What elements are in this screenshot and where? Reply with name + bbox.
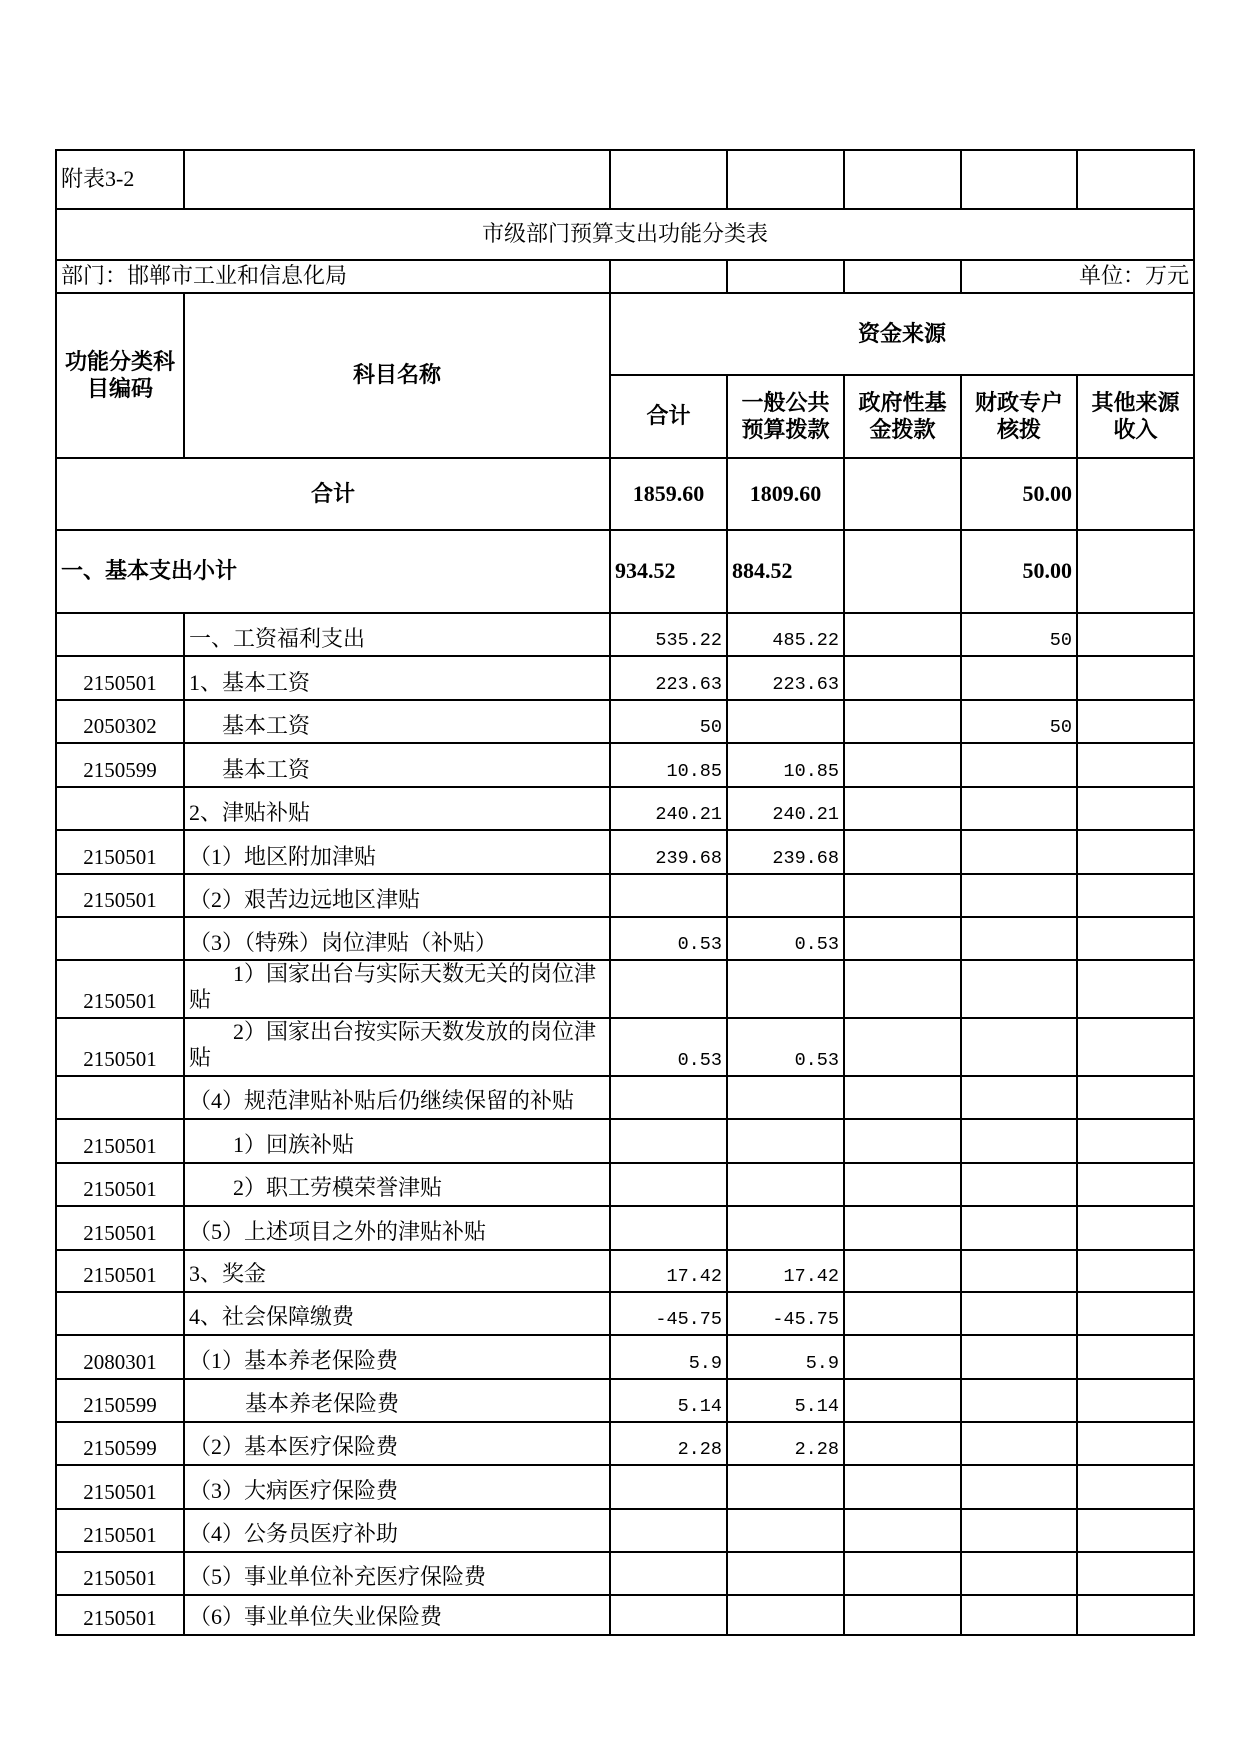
row-value-fiscal-account: 50 xyxy=(961,613,1077,656)
total-row-value-other-income xyxy=(1077,458,1194,530)
row-value-gov-fund xyxy=(844,1076,961,1119)
row-value-total: 0.53 xyxy=(610,1018,727,1076)
row-value-total: 2.28 xyxy=(610,1422,727,1465)
row-value-general-budget: 5.9 xyxy=(727,1335,844,1379)
unit-label: 单位：万元 xyxy=(961,260,1194,293)
row-value-other-income xyxy=(1077,613,1194,656)
table-row xyxy=(56,613,1194,656)
row-value-gov-fund xyxy=(844,1163,961,1206)
row-code xyxy=(56,917,184,960)
row-name: 1）国家出台与实际天数无关的岗位津贴 xyxy=(184,960,610,1018)
table-row xyxy=(56,830,1194,874)
row-value-fiscal-account xyxy=(961,1206,1077,1250)
row-value-general-budget xyxy=(727,1206,844,1250)
table-row xyxy=(56,1163,1194,1206)
row-value-gov-fund xyxy=(844,787,961,830)
row-value-other-income xyxy=(1077,656,1194,700)
row-value-gov-fund xyxy=(844,1335,961,1379)
row-value-fiscal-account xyxy=(961,1552,1077,1595)
row-value-other-income xyxy=(1077,1250,1194,1292)
row-value-other-income xyxy=(1077,1076,1194,1119)
row-value-other-income xyxy=(1077,1119,1194,1163)
row-value-fiscal-account xyxy=(961,1250,1077,1292)
row-name: 3、奖金 xyxy=(184,1250,610,1292)
attachment-label: 附表3-2 xyxy=(56,150,184,209)
row-value-gov-fund xyxy=(844,1292,961,1335)
row-value-total xyxy=(610,1465,727,1509)
row-name: 基本工资 xyxy=(184,743,610,787)
empty-cell xyxy=(844,260,961,293)
row-value-total xyxy=(610,960,727,1018)
row-value-fiscal-account xyxy=(961,1509,1077,1552)
row-value-fiscal-account xyxy=(961,830,1077,874)
row-code: 2150599 xyxy=(56,743,184,787)
row-value-general-budget: 2.28 xyxy=(727,1422,844,1465)
row-value-total: 17.42 xyxy=(610,1250,727,1292)
row-value-general-budget xyxy=(727,1163,844,1206)
header-col-other-income: 其他来源收入 xyxy=(1077,375,1194,458)
row-value-fiscal-account xyxy=(961,1595,1077,1635)
row-code: 2150501 xyxy=(56,1250,184,1292)
row-value-general-budget xyxy=(727,874,844,917)
table-row xyxy=(56,700,1194,743)
row-name: 2）职工劳模荣誉津贴 xyxy=(184,1163,610,1206)
row-value-other-income xyxy=(1077,1595,1194,1635)
row-code: 2150501 xyxy=(56,1206,184,1250)
row-value-total: 535.22 xyxy=(610,613,727,656)
subtotal-row-value-gov-fund xyxy=(844,530,961,613)
row-value-other-income xyxy=(1077,1163,1194,1206)
row-value-fiscal-account xyxy=(961,1292,1077,1335)
table-row xyxy=(56,1465,1194,1509)
row-value-general-budget: 10.85 xyxy=(727,743,844,787)
title-row xyxy=(56,209,1194,260)
row-value-total xyxy=(610,1509,727,1552)
table-row xyxy=(56,1552,1194,1595)
row-name: 1）回族补贴 xyxy=(184,1119,610,1163)
row-value-general-budget: 223.63 xyxy=(727,656,844,700)
table-row xyxy=(56,1335,1194,1379)
row-name: 一、工资福利支出 xyxy=(184,613,610,656)
row-value-total xyxy=(610,1206,727,1250)
row-value-gov-fund xyxy=(844,1119,961,1163)
table-row xyxy=(56,1422,1194,1465)
row-value-other-income xyxy=(1077,1335,1194,1379)
row-code: 2150599 xyxy=(56,1379,184,1422)
row-value-gov-fund xyxy=(844,1206,961,1250)
empty-cell xyxy=(610,150,727,209)
subtotal-row-value-fiscal-account: 50.00 xyxy=(961,530,1077,613)
total-row-value-fiscal-account: 50.00 xyxy=(961,458,1077,530)
row-code: 2150501 xyxy=(56,1595,184,1635)
table-row xyxy=(56,1595,1194,1635)
subtotal-row-value-general-budget: 884.52 xyxy=(727,530,844,613)
row-value-total xyxy=(610,1595,727,1635)
row-value-other-income xyxy=(1077,1422,1194,1465)
row-value-other-income xyxy=(1077,1018,1194,1076)
row-value-total: 10.85 xyxy=(610,743,727,787)
row-name: （5）事业单位补充医疗保险费 xyxy=(184,1552,610,1595)
header-row-1 xyxy=(56,293,1194,375)
row-code xyxy=(56,1076,184,1119)
row-value-general-budget xyxy=(727,700,844,743)
row-value-total xyxy=(610,1552,727,1595)
empty-cell xyxy=(610,260,727,293)
row-code: 2150501 xyxy=(56,830,184,874)
row-value-other-income xyxy=(1077,830,1194,874)
row-value-general-budget: 240.21 xyxy=(727,787,844,830)
row-value-gov-fund xyxy=(844,1595,961,1635)
empty-cell xyxy=(961,150,1077,209)
row-value-general-budget: 17.42 xyxy=(727,1250,844,1292)
budget-expenditure-table xyxy=(55,149,1195,1636)
row-name: 4、社会保障缴费 xyxy=(184,1292,610,1335)
row-value-general-budget: 0.53 xyxy=(727,917,844,960)
row-value-total: 239.68 xyxy=(610,830,727,874)
row-name: 2）国家出台按实际天数发放的岗位津贴 xyxy=(184,1018,610,1076)
row-value-other-income xyxy=(1077,787,1194,830)
header-col-gov-fund: 政府性基金拨款 xyxy=(844,375,961,458)
header-col-total: 合计 xyxy=(610,375,727,458)
row-value-total: 0.53 xyxy=(610,917,727,960)
table-row xyxy=(56,1250,1194,1292)
row-name: （4）公务员医疗补助 xyxy=(184,1509,610,1552)
row-name: （1）地区附加津贴 xyxy=(184,830,610,874)
row-name: 基本工资 xyxy=(184,700,610,743)
table-row xyxy=(56,1076,1194,1119)
row-name: （6）事业单位失业保险费 xyxy=(184,1595,610,1635)
row-value-other-income xyxy=(1077,1552,1194,1595)
row-code: 2150501 xyxy=(56,1509,184,1552)
row-value-fiscal-account xyxy=(961,1119,1077,1163)
total-row-value-total: 1859.60 xyxy=(610,458,727,530)
row-value-fiscal-account xyxy=(961,1422,1077,1465)
table-row xyxy=(56,1379,1194,1422)
row-value-fiscal-account xyxy=(961,1163,1077,1206)
row-value-general-budget: 5.14 xyxy=(727,1379,844,1422)
row-value-gov-fund xyxy=(844,1379,961,1422)
table-row xyxy=(56,743,1194,787)
row-value-fiscal-account xyxy=(961,1335,1077,1379)
row-value-gov-fund xyxy=(844,1422,961,1465)
empty-cell xyxy=(844,150,961,209)
detail-rows xyxy=(56,613,1194,1635)
row-value-gov-fund xyxy=(844,917,961,960)
row-value-fiscal-account xyxy=(961,1465,1077,1509)
row-value-gov-fund xyxy=(844,743,961,787)
row-value-fiscal-account xyxy=(961,743,1077,787)
row-value-gov-fund xyxy=(844,1552,961,1595)
row-code: 2150501 xyxy=(56,874,184,917)
table-row xyxy=(56,1206,1194,1250)
row-value-other-income xyxy=(1077,960,1194,1018)
row-value-fiscal-account xyxy=(961,1379,1077,1422)
row-value-total: 5.9 xyxy=(610,1335,727,1379)
row-value-gov-fund xyxy=(844,1465,961,1509)
row-code xyxy=(56,1292,184,1335)
department-label: 部门：邯郸市工业和信息化局 xyxy=(56,260,610,293)
table-row xyxy=(56,917,1194,960)
row-value-other-income xyxy=(1077,743,1194,787)
total-row-label: 合计 xyxy=(56,458,610,530)
subtotal-row xyxy=(56,530,1194,613)
row-value-gov-fund xyxy=(844,1509,961,1552)
row-value-general-budget xyxy=(727,1552,844,1595)
row-name: （1）基本养老保险费 xyxy=(184,1335,610,1379)
row-value-fiscal-account xyxy=(961,656,1077,700)
row-value-general-budget xyxy=(727,1509,844,1552)
subtotal-row-value-total: 934.52 xyxy=(610,530,727,613)
empty-cell xyxy=(727,260,844,293)
total-row-value-general-budget: 1809.60 xyxy=(727,458,844,530)
row-code: 2150501 xyxy=(56,1018,184,1076)
row-code xyxy=(56,613,184,656)
header-fund-source: 资金来源 xyxy=(610,293,1194,375)
row-value-gov-fund xyxy=(844,1018,961,1076)
row-code xyxy=(56,787,184,830)
row-value-other-income xyxy=(1077,700,1194,743)
row-name: （4）规范津贴补贴后仍继续保留的补贴 xyxy=(184,1076,610,1119)
row-value-total: -45.75 xyxy=(610,1292,727,1335)
row-value-general-budget: 0.53 xyxy=(727,1018,844,1076)
row-name: （2）基本医疗保险费 xyxy=(184,1422,610,1465)
row-value-other-income xyxy=(1077,1465,1194,1509)
table-row xyxy=(56,1018,1194,1076)
table-row xyxy=(56,1509,1194,1552)
row-value-fiscal-account xyxy=(961,1018,1077,1076)
row-code: 2150501 xyxy=(56,1163,184,1206)
header-name: 科目名称 xyxy=(184,293,610,458)
table-row xyxy=(56,1119,1194,1163)
row-value-total xyxy=(610,1163,727,1206)
row-value-general-budget xyxy=(727,1595,844,1635)
total-row xyxy=(56,458,1194,530)
row-value-gov-fund xyxy=(844,1250,961,1292)
row-name: （5）上述项目之外的津贴补贴 xyxy=(184,1206,610,1250)
table-row xyxy=(56,1292,1194,1335)
subtotal-row-label: 一、基本支出小计 xyxy=(56,530,610,613)
table-row xyxy=(56,787,1194,830)
row-name: （3）大病医疗保险费 xyxy=(184,1465,610,1509)
row-value-other-income xyxy=(1077,874,1194,917)
row-value-other-income xyxy=(1077,917,1194,960)
row-value-gov-fund xyxy=(844,874,961,917)
table-row xyxy=(56,960,1194,1018)
row-code: 2080301 xyxy=(56,1335,184,1379)
row-code: 2050302 xyxy=(56,700,184,743)
row-value-fiscal-account xyxy=(961,787,1077,830)
subtotal-row-value-other-income xyxy=(1077,530,1194,613)
row-value-general-budget: 239.68 xyxy=(727,830,844,874)
row-code: 2150501 xyxy=(56,1119,184,1163)
total-row-value-gov-fund xyxy=(844,458,961,530)
row-value-fiscal-account xyxy=(961,874,1077,917)
row-value-other-income xyxy=(1077,1206,1194,1250)
table-row xyxy=(56,874,1194,917)
row-value-general-budget xyxy=(727,1465,844,1509)
row-name: 1、基本工资 xyxy=(184,656,610,700)
department-row xyxy=(56,260,1194,293)
row-value-general-budget xyxy=(727,1076,844,1119)
header-col-general-budget: 一般公共预算拨款 xyxy=(727,375,844,458)
row-name: 2、津贴补贴 xyxy=(184,787,610,830)
row-value-total: 50 xyxy=(610,700,727,743)
row-value-other-income xyxy=(1077,1509,1194,1552)
row-value-total xyxy=(610,874,727,917)
empty-cell xyxy=(1077,150,1194,209)
row-value-total: 5.14 xyxy=(610,1379,727,1422)
row-name: （2）艰苦边远地区津贴 xyxy=(184,874,610,917)
row-code: 2150501 xyxy=(56,656,184,700)
empty-cell xyxy=(727,150,844,209)
row-value-total: 223.63 xyxy=(610,656,727,700)
row-value-gov-fund xyxy=(844,960,961,1018)
row-value-total xyxy=(610,1076,727,1119)
row-name: 基本养老保险费 xyxy=(184,1379,610,1422)
row-name: （3）（特殊）岗位津贴（补贴） xyxy=(184,917,610,960)
row-value-total: 240.21 xyxy=(610,787,727,830)
row-value-gov-fund xyxy=(844,830,961,874)
attachment-row xyxy=(56,150,1194,209)
table-title: 市级部门预算支出功能分类表 xyxy=(56,209,1194,260)
empty-cell xyxy=(184,150,610,209)
row-value-general-budget xyxy=(727,960,844,1018)
row-value-fiscal-account: 50 xyxy=(961,700,1077,743)
row-value-total xyxy=(610,1119,727,1163)
row-value-other-income xyxy=(1077,1379,1194,1422)
row-value-general-budget xyxy=(727,1119,844,1163)
header-col-fiscal-account: 财政专户核拨 xyxy=(961,375,1077,458)
row-value-general-budget: 485.22 xyxy=(727,613,844,656)
row-value-gov-fund xyxy=(844,613,961,656)
row-code: 2150501 xyxy=(56,1552,184,1595)
row-value-gov-fund xyxy=(844,656,961,700)
row-value-other-income xyxy=(1077,1292,1194,1335)
header-code: 功能分类科目编码 xyxy=(56,293,184,458)
row-value-gov-fund xyxy=(844,700,961,743)
row-value-general-budget: -45.75 xyxy=(727,1292,844,1335)
row-value-fiscal-account xyxy=(961,960,1077,1018)
row-value-fiscal-account xyxy=(961,1076,1077,1119)
row-value-fiscal-account xyxy=(961,917,1077,960)
row-code: 2150599 xyxy=(56,1422,184,1465)
row-code: 2150501 xyxy=(56,1465,184,1509)
row-code: 2150501 xyxy=(56,960,184,1018)
table-row xyxy=(56,656,1194,700)
